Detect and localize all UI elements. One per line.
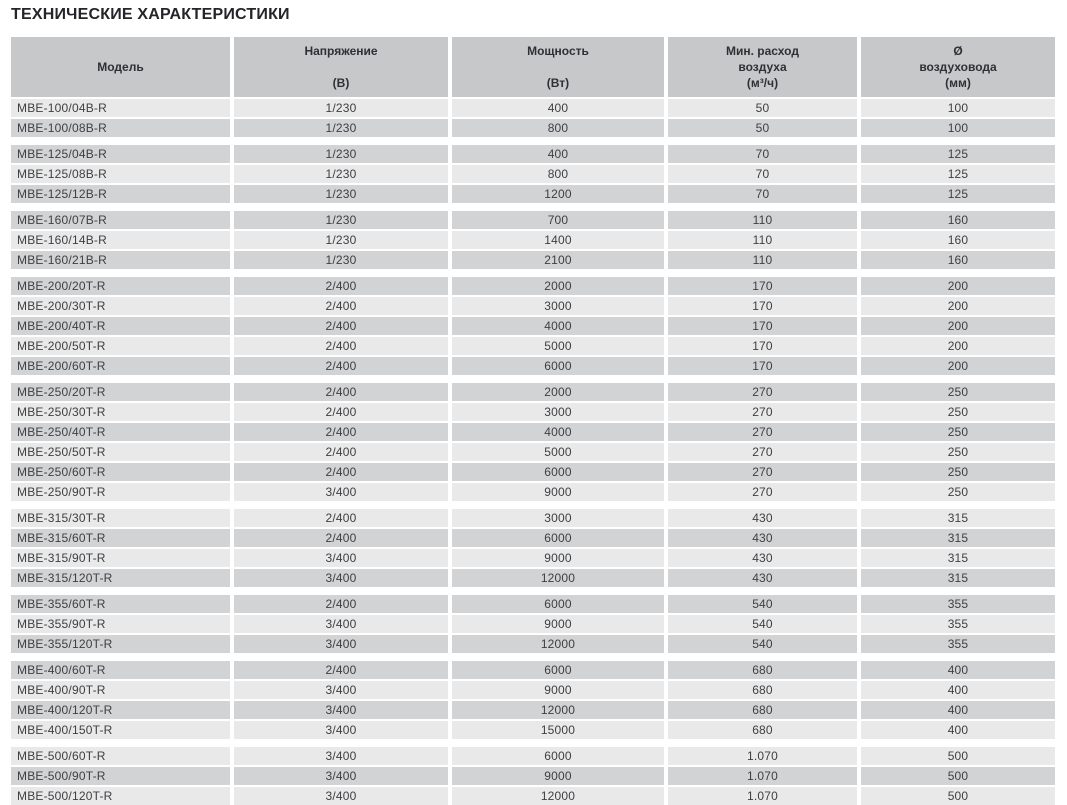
cell-diameter: 400 <box>861 721 1055 739</box>
cell-diameter: 200 <box>861 317 1055 335</box>
cell-voltage: 3/400 <box>234 681 448 699</box>
cell-diameter: 160 <box>861 211 1055 229</box>
cell-model: MBE-100/04B-R <box>11 99 230 117</box>
table-row <box>11 231 1055 249</box>
cell-airflow: 50 <box>668 119 857 137</box>
cell-voltage: 3/400 <box>234 701 448 719</box>
table-row <box>11 119 1055 137</box>
cell-diameter: 200 <box>861 337 1055 355</box>
cell-airflow: 270 <box>668 423 857 441</box>
table-row <box>11 463 1055 481</box>
column-header-voltage <box>234 37 448 97</box>
cell-airflow: 680 <box>668 661 857 679</box>
cell-power: 2000 <box>452 277 664 295</box>
cell-airflow: 430 <box>668 529 857 547</box>
cell-airflow: 70 <box>668 165 857 183</box>
table-row <box>11 529 1055 547</box>
cell-power: 6000 <box>452 463 664 481</box>
cell-model: MBE-200/30T-R <box>11 297 230 315</box>
cell-airflow: 430 <box>668 509 857 527</box>
cell-voltage: 2/400 <box>234 297 448 315</box>
cell-model: MBE-250/30T-R <box>11 403 230 421</box>
cell-airflow: 430 <box>668 569 857 587</box>
table-row <box>11 337 1055 355</box>
cell-diameter: 315 <box>861 549 1055 567</box>
cell-voltage: 2/400 <box>234 277 448 295</box>
column-header-model <box>11 37 230 97</box>
table-body <box>11 99 1055 805</box>
cell-airflow: 270 <box>668 403 857 421</box>
cell-airflow: 50 <box>668 99 857 117</box>
table-row <box>11 211 1055 229</box>
cell-model: MBE-250/90T-R <box>11 483 230 501</box>
page-title: ТЕХНИЧЕСКИЕ ХАРАКТЕРИСТИКИ <box>11 6 290 23</box>
column-header-diameter <box>861 37 1055 97</box>
table-row <box>11 635 1055 653</box>
cell-model: MBE-400/150T-R <box>11 721 230 739</box>
spec-table <box>11 37 1055 805</box>
cell-diameter: 160 <box>861 231 1055 249</box>
cell-airflow: 270 <box>668 483 857 501</box>
cell-power: 800 <box>452 165 664 183</box>
cell-airflow: 170 <box>668 297 857 315</box>
cell-power: 6000 <box>452 357 664 375</box>
column-header-diameter-line: (мм) <box>945 76 971 90</box>
cell-power: 9000 <box>452 681 664 699</box>
column-header-airflow-line: (м³/ч) <box>746 76 779 90</box>
cell-diameter: 400 <box>861 701 1055 719</box>
cell-diameter: 250 <box>861 443 1055 461</box>
cell-voltage: 1/230 <box>234 165 448 183</box>
cell-power: 700 <box>452 211 664 229</box>
table-row <box>11 615 1055 633</box>
table-header-row <box>11 37 1055 97</box>
cell-power: 1200 <box>452 185 664 203</box>
cell-airflow: 170 <box>668 317 857 335</box>
cell-airflow: 110 <box>668 251 857 269</box>
cell-airflow: 70 <box>668 185 857 203</box>
cell-voltage: 1/230 <box>234 119 448 137</box>
cell-airflow: 170 <box>668 277 857 295</box>
cell-diameter: 250 <box>861 403 1055 421</box>
cell-voltage: 3/400 <box>234 635 448 653</box>
cell-power: 12000 <box>452 635 664 653</box>
cell-voltage: 2/400 <box>234 509 448 527</box>
table-row <box>11 595 1055 613</box>
cell-diameter: 200 <box>861 357 1055 375</box>
cell-power: 12000 <box>452 787 664 805</box>
cell-voltage: 1/230 <box>234 251 448 269</box>
cell-diameter: 250 <box>861 383 1055 401</box>
cell-power: 9000 <box>452 767 664 785</box>
cell-airflow: 270 <box>668 463 857 481</box>
cell-model: MBE-200/50T-R <box>11 337 230 355</box>
cell-voltage: 1/230 <box>234 211 448 229</box>
cell-voltage: 3/400 <box>234 767 448 785</box>
cell-airflow: 110 <box>668 211 857 229</box>
cell-power: 400 <box>452 145 664 163</box>
cell-airflow: 1.070 <box>668 747 857 765</box>
cell-diameter: 125 <box>861 145 1055 163</box>
cell-voltage: 2/400 <box>234 661 448 679</box>
cell-diameter: 355 <box>861 635 1055 653</box>
cell-airflow: 170 <box>668 337 857 355</box>
cell-power: 2100 <box>452 251 664 269</box>
column-header-airflow-line: воздуха <box>738 60 787 74</box>
cell-airflow: 430 <box>668 549 857 567</box>
cell-airflow: 540 <box>668 595 857 613</box>
cell-diameter: 125 <box>861 165 1055 183</box>
cell-model: MBE-160/21B-R <box>11 251 230 269</box>
cell-power: 1400 <box>452 231 664 249</box>
cell-airflow: 540 <box>668 635 857 653</box>
cell-power: 6000 <box>452 529 664 547</box>
cell-model: MBE-315/60T-R <box>11 529 230 547</box>
cell-power: 6000 <box>452 595 664 613</box>
column-header-voltage-line: Напряжение <box>304 44 378 58</box>
table-row <box>11 297 1055 315</box>
cell-airflow: 680 <box>668 721 857 739</box>
table-row <box>11 277 1055 295</box>
cell-power: 3000 <box>452 297 664 315</box>
cell-model: MBE-160/14B-R <box>11 231 230 249</box>
cell-voltage: 2/400 <box>234 595 448 613</box>
cell-diameter: 315 <box>861 529 1055 547</box>
cell-voltage: 2/400 <box>234 529 448 547</box>
table-row <box>11 483 1055 501</box>
cell-model: MBE-100/08B-R <box>11 119 230 137</box>
table-row <box>11 403 1055 421</box>
cell-power: 5000 <box>452 443 664 461</box>
cell-power: 12000 <box>452 569 664 587</box>
column-header-airflow <box>668 37 857 97</box>
cell-diameter: 500 <box>861 767 1055 785</box>
cell-model: MBE-250/60T-R <box>11 463 230 481</box>
cell-airflow: 680 <box>668 681 857 699</box>
cell-diameter: 250 <box>861 423 1055 441</box>
table-row <box>11 145 1055 163</box>
cell-model: MBE-250/20T-R <box>11 383 230 401</box>
cell-power: 15000 <box>452 721 664 739</box>
cell-model: MBE-200/60T-R <box>11 357 230 375</box>
cell-airflow: 110 <box>668 231 857 249</box>
cell-diameter: 500 <box>861 787 1055 805</box>
table-row <box>11 99 1055 117</box>
cell-power: 9000 <box>452 483 664 501</box>
column-header-airflow-line: Мин. расход <box>726 44 799 58</box>
cell-voltage: 2/400 <box>234 357 448 375</box>
table-row <box>11 701 1055 719</box>
cell-voltage: 3/400 <box>234 787 448 805</box>
cell-diameter: 315 <box>861 569 1055 587</box>
cell-diameter: 100 <box>861 119 1055 137</box>
cell-model: MBE-200/20T-R <box>11 277 230 295</box>
cell-model: MBE-125/04B-R <box>11 145 230 163</box>
cell-airflow: 70 <box>668 145 857 163</box>
cell-voltage: 1/230 <box>234 145 448 163</box>
column-header-power-line: (Вт) <box>546 76 570 90</box>
cell-model: MBE-315/90T-R <box>11 549 230 567</box>
cell-voltage: 2/400 <box>234 403 448 421</box>
table-row <box>11 767 1055 785</box>
cell-model: MBE-315/120T-R <box>11 569 230 587</box>
table-row <box>11 383 1055 401</box>
cell-voltage: 2/400 <box>234 317 448 335</box>
cell-power: 3000 <box>452 403 664 421</box>
cell-model: MBE-355/90T-R <box>11 615 230 633</box>
cell-model: MBE-125/08B-R <box>11 165 230 183</box>
table-row <box>11 569 1055 587</box>
cell-airflow: 270 <box>668 443 857 461</box>
cell-power: 9000 <box>452 549 664 567</box>
cell-model: MBE-315/30T-R <box>11 509 230 527</box>
cell-voltage: 2/400 <box>234 383 448 401</box>
table-row <box>11 165 1055 183</box>
cell-airflow: 540 <box>668 615 857 633</box>
cell-power: 9000 <box>452 615 664 633</box>
cell-voltage: 3/400 <box>234 721 448 739</box>
cell-diameter: 400 <box>861 681 1055 699</box>
table-row <box>11 721 1055 739</box>
table-row <box>11 251 1055 269</box>
cell-model: MBE-160/07B-R <box>11 211 230 229</box>
cell-power: 3000 <box>452 509 664 527</box>
column-header-model-line: Модель <box>97 60 144 74</box>
cell-voltage: 2/400 <box>234 423 448 441</box>
column-header-diameter-line: Ø <box>953 44 963 58</box>
table-row <box>11 423 1055 441</box>
cell-model: MBE-250/50T-R <box>11 443 230 461</box>
table-row <box>11 443 1055 461</box>
cell-model: MBE-500/90T-R <box>11 767 230 785</box>
cell-airflow: 270 <box>668 383 857 401</box>
cell-power: 6000 <box>452 661 664 679</box>
cell-diameter: 355 <box>861 595 1055 613</box>
cell-power: 4000 <box>452 317 664 335</box>
cell-power: 12000 <box>452 701 664 719</box>
table-row <box>11 661 1055 679</box>
table-row <box>11 787 1055 805</box>
cell-power: 400 <box>452 99 664 117</box>
cell-power: 800 <box>452 119 664 137</box>
cell-model: MBE-500/120T-R <box>11 787 230 805</box>
cell-model: MBE-250/40T-R <box>11 423 230 441</box>
cell-diameter: 100 <box>861 99 1055 117</box>
table-row <box>11 357 1055 375</box>
cell-diameter: 315 <box>861 509 1055 527</box>
cell-voltage: 2/400 <box>234 463 448 481</box>
column-header-voltage-line: (В) <box>332 76 350 90</box>
table-row <box>11 185 1055 203</box>
cell-voltage: 3/400 <box>234 549 448 567</box>
table-row <box>11 681 1055 699</box>
cell-model: MBE-400/120T-R <box>11 701 230 719</box>
cell-diameter: 500 <box>861 747 1055 765</box>
cell-model: MBE-400/60T-R <box>11 661 230 679</box>
column-header-diameter-line: воздуховода <box>919 60 997 74</box>
cell-diameter: 250 <box>861 483 1055 501</box>
cell-model: MBE-500/60T-R <box>11 747 230 765</box>
cell-voltage: 1/230 <box>234 185 448 203</box>
cell-power: 5000 <box>452 337 664 355</box>
cell-voltage: 3/400 <box>234 483 448 501</box>
cell-power: 2000 <box>452 383 664 401</box>
cell-model: MBE-400/90T-R <box>11 681 230 699</box>
cell-airflow: 1.070 <box>668 787 857 805</box>
table-row <box>11 509 1055 527</box>
cell-airflow: 170 <box>668 357 857 375</box>
cell-voltage: 2/400 <box>234 443 448 461</box>
cell-diameter: 200 <box>861 297 1055 315</box>
cell-diameter: 400 <box>861 661 1055 679</box>
table-row <box>11 317 1055 335</box>
cell-model: MBE-355/120T-R <box>11 635 230 653</box>
cell-diameter: 160 <box>861 251 1055 269</box>
cell-power: 6000 <box>452 747 664 765</box>
cell-voltage: 1/230 <box>234 99 448 117</box>
cell-diameter: 355 <box>861 615 1055 633</box>
cell-diameter: 125 <box>861 185 1055 203</box>
cell-diameter: 200 <box>861 277 1055 295</box>
cell-model: MBE-355/60T-R <box>11 595 230 613</box>
column-header-power <box>452 37 664 97</box>
cell-voltage: 3/400 <box>234 747 448 765</box>
column-header-power-line: Мощность <box>527 44 589 58</box>
cell-voltage: 3/400 <box>234 615 448 633</box>
cell-model: MBE-125/12B-R <box>11 185 230 203</box>
cell-power: 4000 <box>452 423 664 441</box>
cell-model: MBE-200/40T-R <box>11 317 230 335</box>
cell-voltage: 1/230 <box>234 231 448 249</box>
table-row <box>11 549 1055 567</box>
cell-airflow: 680 <box>668 701 857 719</box>
cell-airflow: 1.070 <box>668 767 857 785</box>
cell-diameter: 250 <box>861 463 1055 481</box>
cell-voltage: 2/400 <box>234 337 448 355</box>
cell-voltage: 3/400 <box>234 569 448 587</box>
table-row <box>11 747 1055 765</box>
